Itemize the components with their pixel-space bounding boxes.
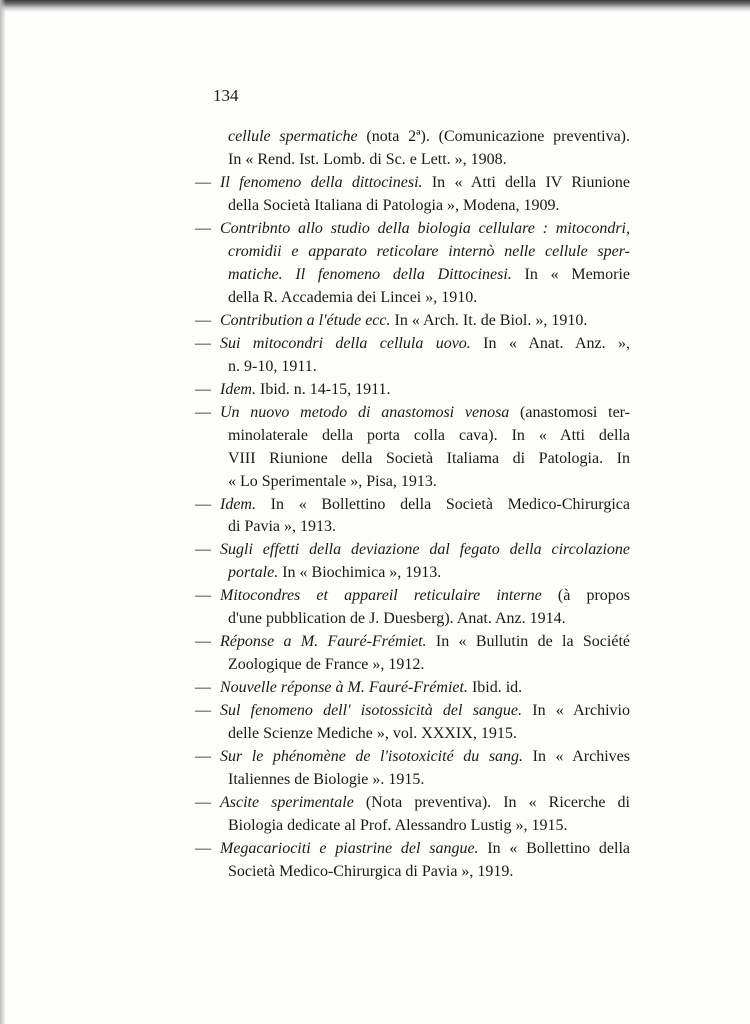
entry-line	[228, 471, 437, 493]
title-text: Il fenomeno della dittocinesi.	[220, 173, 423, 191]
title-text: Un nuovo metodo di anastomosi venosa	[220, 403, 510, 421]
title-text: Sugli effetti della deviazione dal fegato della circolazione	[220, 541, 630, 559]
entry-dash: —	[195, 633, 211, 651]
title-text: cellule spermatiche	[228, 128, 358, 145]
entry-line	[220, 310, 587, 332]
citation-text: In « Atti della IV Riunione	[422, 173, 631, 191]
title-text: portale.	[228, 564, 279, 582]
citation-text: (à propos	[541, 587, 630, 605]
citation-text: (anastomosi ter-	[509, 403, 631, 421]
citation-text: (Nota preventiva). In « Ricerche di	[353, 794, 630, 812]
entry-dash: —	[195, 380, 211, 398]
title-text: cromidii e apparato reticolare internò nelle cellule sper-	[228, 242, 630, 260]
entry-line	[228, 608, 566, 630]
citation-text: (nota 2ª). (Comunicazione preventiva).	[357, 128, 631, 145]
entry-line	[228, 356, 317, 378]
entry-line	[220, 631, 630, 653]
title-text: Réponse a M. Fauré-Frémiet.	[220, 633, 427, 651]
citation-text: In « Bollettino della	[478, 840, 630, 858]
entry-line	[228, 448, 630, 470]
citation-text: In « Bollettino della Società Medico-Chirurgica	[255, 495, 630, 513]
entry-dash: —	[195, 541, 211, 559]
citation-text: della Società Italiana di Patologia », Modena, 1909.	[228, 196, 560, 214]
citation-text: In « Arch. It. de Biol. », 1910.	[390, 311, 588, 329]
citation-text: Società Medico-Chirurgica di Pavia », 1919.	[228, 863, 514, 881]
entry-line	[228, 861, 513, 883]
citation-text: della R. Accademia dei Lincei », 1910.	[228, 288, 478, 306]
entry-line	[228, 287, 477, 309]
title-text: Contribnto allo studio della biologia cellulare : mitocondri,	[220, 219, 630, 237]
entry-line	[220, 218, 630, 240]
entry-line	[228, 723, 517, 745]
entry-dash: —	[195, 219, 211, 237]
entry-dash: —	[195, 840, 211, 858]
title-text: Idem.	[220, 495, 256, 513]
entry-line	[220, 792, 630, 814]
entry-line	[220, 700, 630, 722]
entry-line	[220, 539, 630, 561]
entry-line	[220, 838, 630, 860]
citation-text: In « Biochimica », 1913.	[278, 564, 442, 582]
entry-dash: —	[195, 403, 211, 421]
entry-line	[228, 562, 441, 584]
title-text: Sur le phénomène de l'isotoxicité du sang.	[220, 748, 524, 766]
entry-line	[220, 585, 630, 607]
citation-text: « Lo Sperimentale », Pisa, 1913.	[228, 472, 437, 490]
scan-edge-left	[0, 0, 6, 1024]
title-text: Nouvelle réponse à M. Fauré-Frémiet.	[220, 679, 468, 697]
citation-text: In « Memorie	[511, 265, 630, 283]
entry-dash: —	[195, 173, 211, 191]
title-text: Ascite sperimentale	[220, 794, 354, 812]
page-number: 134	[213, 86, 239, 105]
entry-line	[220, 379, 391, 401]
citation-text: In « Anat. Anz. »,	[470, 334, 630, 352]
entry-line	[220, 333, 630, 355]
citation-text: Biologia dedicate al Prof. Alessandro Lustig », 1915.	[228, 817, 568, 835]
entry-dash: —	[195, 334, 211, 352]
entry-dash: —	[195, 748, 211, 766]
entry-line	[228, 654, 424, 676]
title-text: Megacariociti e piastrine del sangue.	[220, 840, 479, 858]
entry-line	[228, 815, 568, 837]
citation-text: di Pavia », 1913.	[228, 518, 336, 536]
entry-line	[220, 172, 630, 194]
scan-edge-top	[0, 0, 750, 12]
title-text: Contribution a l'étude ecc.	[220, 311, 391, 329]
citation-text: n. 9-10, 1911.	[228, 357, 317, 375]
entry-line	[228, 149, 507, 171]
title-text: Sui mitocondri della cellula uovo.	[220, 334, 471, 352]
entry-dash: —	[195, 794, 211, 812]
entry-line	[220, 677, 522, 699]
citation-text: Zoologique de France », 1912.	[228, 656, 425, 674]
citation-text: Italiennes de Biologie ». 1915.	[228, 771, 425, 789]
entry-line	[220, 494, 630, 516]
citation-text: In « Archivio	[522, 702, 630, 720]
citation-text: In « Archives	[523, 748, 630, 766]
citation-text: delle Scienze Mediche », vol. XXXIX, 1915.	[228, 725, 517, 743]
entry-dash: —	[195, 702, 211, 720]
citation-text: Ibid. n. 14-15, 1911.	[255, 380, 391, 398]
title-text: Mitocondres et appareil reticulaire interne	[220, 587, 542, 605]
citation-text: VIII Riunione della Società Italiama di Patologia. In	[228, 449, 630, 467]
entry-line	[228, 195, 559, 217]
entry-line	[220, 402, 630, 424]
entry-line	[220, 746, 630, 768]
entry-dash: —	[195, 587, 211, 605]
entry-dash: —	[195, 311, 211, 329]
entry-dash: —	[195, 495, 211, 513]
citation-text: In « Rend. Ist. Lomb. di Sc. e Lett. », 1908.	[228, 150, 507, 168]
citation-text: minolaterale della porta colla cava). In « Atti della	[228, 426, 630, 444]
title-text: Sul fenomeno dell' isotossicità del sangue.	[220, 702, 523, 720]
entry-line	[228, 769, 424, 791]
entry-line	[228, 241, 630, 263]
citation-text: Ibid. id.	[467, 679, 523, 697]
entry-dash: —	[195, 679, 211, 697]
entry-line	[228, 264, 630, 286]
entry-line	[228, 516, 336, 538]
title-text: matiche. Il fenomeno della Dittocinesi.	[228, 265, 512, 283]
title-text: Idem.	[220, 380, 256, 398]
entry-line	[228, 126, 630, 148]
citation-text: d'une pubblication de J. Duesberg). Anat. Anz. 1914.	[228, 610, 566, 628]
citation-text: In « Bullutin de la Société	[426, 633, 630, 651]
entry-line	[228, 425, 630, 447]
